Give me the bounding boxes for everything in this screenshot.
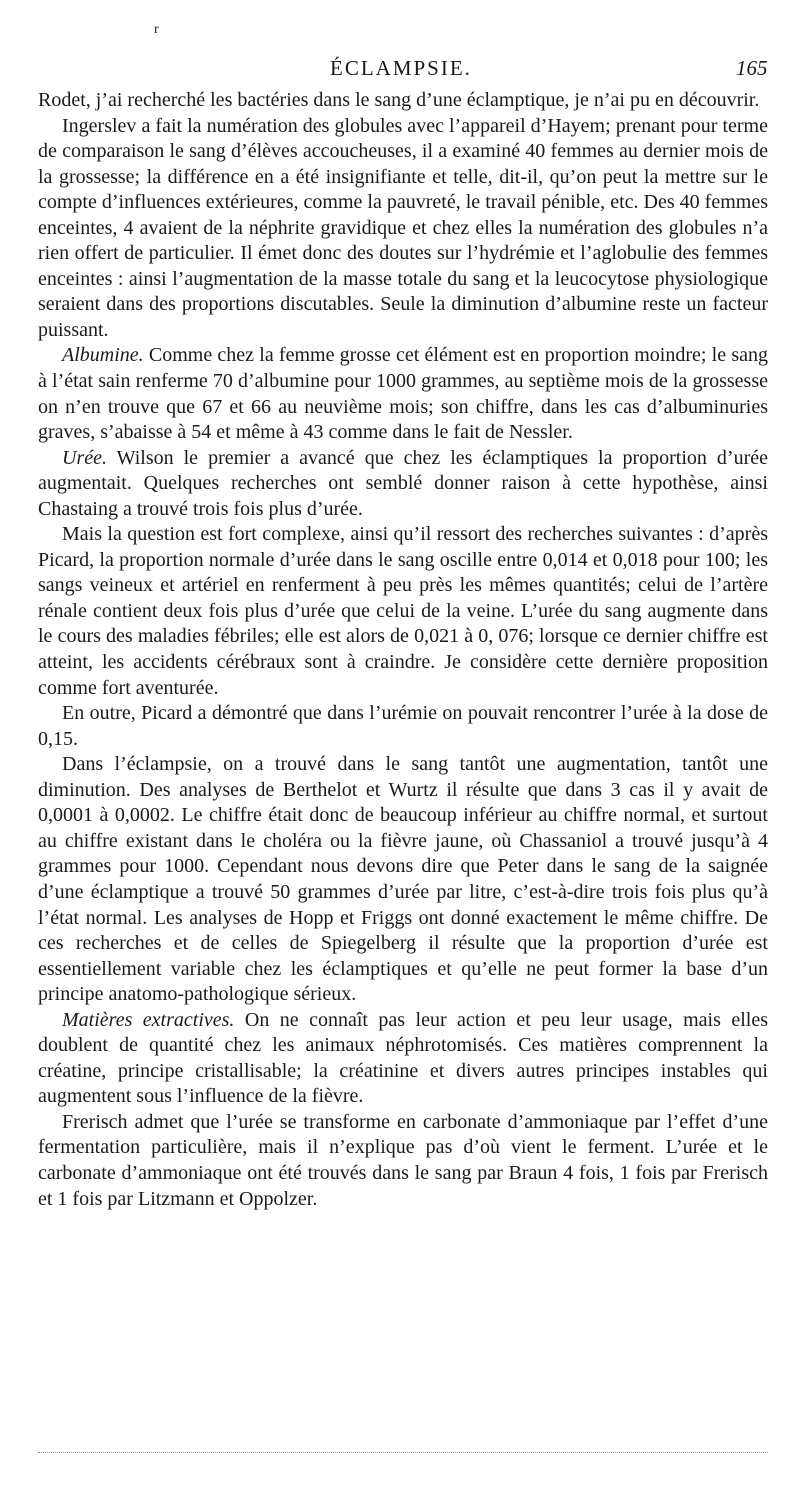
running-title: ÉCLAMPSIE. <box>330 56 472 80</box>
paragraph-text: Ingerslev a fait la numération des globules avec l’appareil d’Hayem; prenant pour terme de comparaison le sang d’élèves accoucheuses, il a examiné 40 femmes au dernier mois de la grossesse; la différence en a été insignifiante et telle, dit-il, qu’on peut la mettre sur le compte d’influences extérieures, comme la pauvreté, le travail pénible, etc. Des 40 femmes enceintes, 4 avaient de la néphrite gravidique et chez elles la numération des globules n’a rien offert de particulier. Il émet donc des doutes sur l’hydrémie et l’aglobulie des femmes enceintes : ainsi l’augmentation de la masse totale du sang et la leucocytose physiologique seraient dans des proportions discutables. Seule la diminution d’albumine reste un facteur puissant. <box>38 114 768 341</box>
running-head <box>0 54 800 84</box>
paragraph-text: Wilson le premier a avancé que chez les éclamptiques la proportion d’urée augmentait. Quelques recherches ont semblé donner raison à cette hypothèse, ainsi Chastaing a trouvé trois fois plus d’urée. <box>38 446 768 520</box>
paragraph-text: Mais la question est fort complexe, ainsi qu’il ressort des recherches suivantes : d’après Picard, la proportion normale d’urée dans le sang oscille entre 0,014 et 0,018 pour 100; les sangs veineux et artériel en renferment à peu près les mêmes quantités; celui de l’artère rénale contient deux fois plus d’urée que celui de la veine. L’urée du sang augmente dans le cours des maladies fébriles; elle est alors de 0,021 à 0, 076; lorsque ce dernier chiffre est atteint, les accidents cérébraux sont à craindre. Je considère cette dernière proposition comme fort aventurée. <box>38 523 768 699</box>
paragraph-lead: Albumine. <box>62 344 144 367</box>
paragraph-text: Comme chez la femme grosse cet élément est en proportion moindre; le sang à l’état sain renferme 70 d’albumine pour 1000 grammes, au septième mois de la grossesse on n’en trouve que 67 et 66 au neuvième mois; son chiffre, dans les cas d’albuminuries graves, s’abaisse à 54 et même à 43 comme dans le fait de Nessler. <box>38 344 768 444</box>
footer-dotted-rule <box>38 1452 768 1454</box>
paragraph-text: Dans l’éclampsie, on a trouvé dans le sang tantôt une augmentation, tantôt une diminution. Des analyses de Berthelot et Wurtz il résulte que dans 3 cas il y avait de 0,0001 à 0,0002. Le chiffre était donc de beaucoup inférieur au chiffre normal, et surtout au chiffre existant dans le choléra ou la fièvre jaune, où Chassaniol a trouvé jusqu’à 4 grammes pour 1000. Cependant nous devons dire que Peter dans le sang de la saignée d’une éclamptique a trouvé 50 grammes d’urée par litre, c’est-à-dire trois fois plus qu’à l’état normal. Les analyses de Hopp et Friggs ont donné exactement le même chiffre. De ces recherches et de celles de Spiegelberg il résulte que la proportion d’urée est essentiellement variable chez les éclamptiques et qu’elle ne peut former la base d’un principe anatomo-pathologique sérieux. <box>38 753 768 1006</box>
paragraph-uree <box>38 446 768 523</box>
paragraph-lead: Urée. <box>62 446 107 469</box>
paragraph-text: Rodet, j’ai recherché les bactéries dans le sang d’une éclamptique, je n’ai pu en découvrir. <box>38 89 760 111</box>
paragraph-uremie <box>38 701 768 752</box>
paragraph-eclampsie <box>38 752 768 1007</box>
paragraph-albumine <box>38 343 768 445</box>
paragraph-lead: Matières extractives. <box>62 1008 235 1031</box>
body-text <box>38 88 768 1212</box>
paragraph-frerisch <box>38 1110 768 1212</box>
paragraph-ingerslev <box>38 114 768 344</box>
stray-print-mark: r <box>154 22 159 37</box>
paragraph-text: En outre, Picard a démontré que dans l’urémie on pouvait rencontrer l’urée à la dose de 0,15. <box>38 702 768 750</box>
paragraph-text: On ne connaît pas leur action et peu leur usage, mais elles doublent de quantité chez les animaux néphrotomisés. Ces matières comprennent la créatine, principe cristallisable; la créatinine et divers autres principes instables qui augmentent sous l’influence de la fièvre. <box>38 1008 768 1108</box>
paragraph-picard <box>38 522 768 701</box>
paragraph-text: Frerisch admet que l’urée se transforme en carbonate d’ammoniaque par l’effet d’une fermentation particulière, mais il n’explique pas d’où vient le ferment. L’urée et le carbonate d’ammoniaque ont été trouvés dans le sang par Braun 4 fois, 1 fois par Frerisch et 1 fois par Litzmann et Oppolzer. <box>38 1110 768 1210</box>
paragraph-matieres-extractives <box>38 1008 768 1110</box>
page-number: 165 <box>736 56 768 80</box>
paragraph-continuation <box>38 88 768 114</box>
